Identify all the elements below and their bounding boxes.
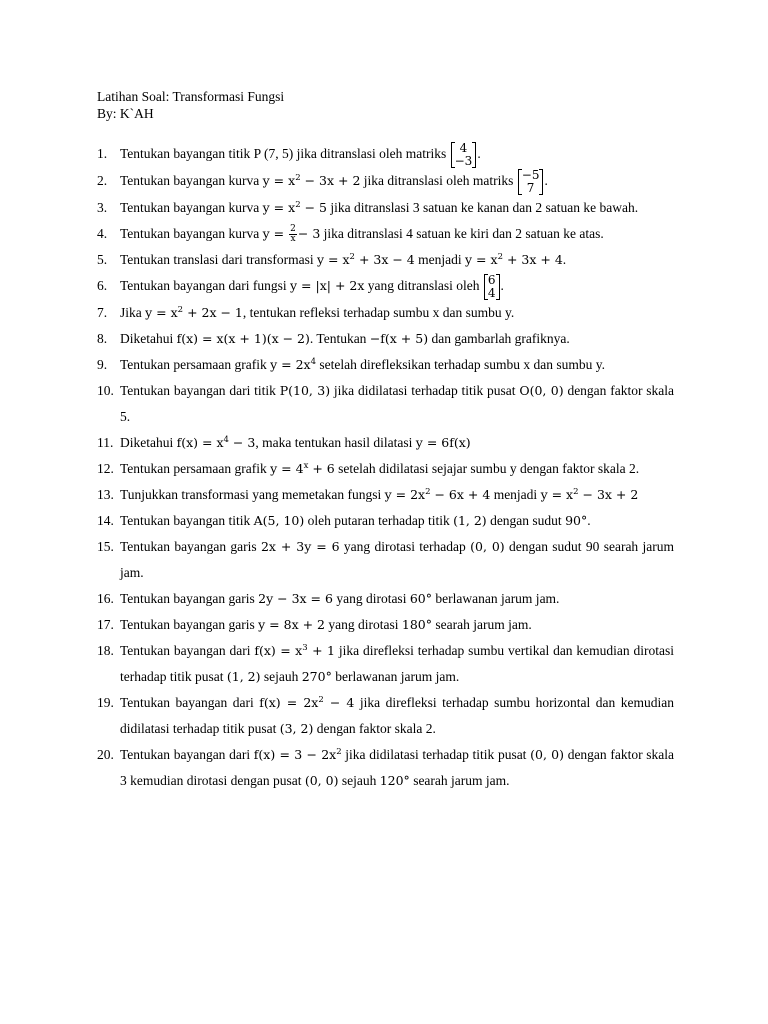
- question-19: 19. Tentukan bayangan dari $f(x) = 2x^2 - 4$ jika direfleksi terhadap sumbu horizontal dan kemudian didilatasi terhadap titik pusat (3, 2) dengan faktor skala 2.: [97, 694, 675, 736]
- question-15: 15. Tentukan bayangan garis 2x + 3y = 6 yang dirotasi terhadap (0, 0) dengan sudut 90 searah jarum jam.: [97, 538, 675, 580]
- question-16: 16. Tentukan bayangan garis 2y − 3x = 6 yang dirotasi 60° berlawanan jarum jam.: [97, 590, 560, 606]
- translation-matrix: 4 −3: [451, 142, 477, 168]
- math-expression: f(x) = x(x + 1)(x − 2): [176, 330, 310, 346]
- math-expression: (0, 0): [470, 538, 505, 554]
- question-8: 8. Diketahui f(x) = x(x + 1)(x − 2). Tentukan −f(x + 5) dan gambarlah grafiknya.: [97, 330, 570, 346]
- math-expression: y = 6f(x): [415, 434, 471, 450]
- math-expression: (0, 0): [530, 746, 565, 762]
- document-header: [97, 88, 284, 122]
- question-20: 20. Tentukan bayangan dari $f(x) = 3 - 2x^2$ jika didilatasi terhadap titik pusat (0, 0) dengan faktor skala 3 kemudian dirotasi dengan pusat (0, 0) sejauh 120° searah jarum jam.: [97, 746, 674, 788]
- math-expression: y = |x| + 2x: [290, 277, 365, 293]
- math-expression: $y = 2x^4$: [270, 356, 317, 372]
- math-expression: $y = x^2 + 2x - 1$: [145, 304, 243, 320]
- math-expression: $f(x) = x^3 + 1$: [254, 642, 335, 658]
- question-6: 6. Tentukan bayangan dari fungsi y = |x| + 2x yang ditranslasi oleh 6 4 .: [97, 272, 504, 300]
- math-expression: $y = x^2 - 5$: [262, 199, 327, 215]
- math-expression: $f(x) = 2x^2 - 4$: [259, 694, 355, 710]
- question-1: 1. Tentukan bayangan titik P (7, 5) jika ditranslasi oleh matriks 4 −3 .: [97, 140, 481, 168]
- translation-matrix: 6 4: [484, 274, 500, 300]
- math-expression: 2x + 3y = 6: [260, 538, 340, 554]
- math-expression: $y = 2x^2 - 6x + 4$: [384, 486, 491, 502]
- math-expression: 60°: [409, 590, 432, 606]
- math-expression: y = 8x + 2: [258, 616, 325, 632]
- math-expression: $y = x^2 - 3x + 2$: [540, 486, 639, 502]
- math-expression: 270°: [301, 668, 332, 684]
- math-expression: 2y − 3x = 6: [258, 590, 333, 606]
- math-expression: 180°: [401, 616, 432, 632]
- math-expression: (0, 0): [304, 772, 339, 788]
- math-expression: 90°: [565, 512, 588, 528]
- question-13: 13. Tunjukkan transformasi yang memetakan fungsi $y = 2x^2 - 6x + 4$ menjadi $y = x^2 - 3x + 2$: [97, 486, 639, 502]
- math-expression: P(10, 3): [279, 382, 331, 398]
- math-expression: $y = x^2 - 3x + 2$: [262, 172, 361, 188]
- document-author: By: K`AH: [97, 106, 154, 121]
- math-expression: −f(x + 5): [369, 330, 429, 346]
- question-17: 17. Tentukan bayangan garis y = 8x + 2 yang dirotasi 180° searah jarum jam.: [97, 616, 532, 632]
- math-expression: $f(x) = x^4 - 3$: [176, 434, 256, 450]
- question-14: 14. Tentukan bayangan titik A(5, 10) oleh putaran terhadap titik (1, 2) dengan sudut 90°.: [97, 512, 591, 528]
- math-expression: O(0, 0): [519, 382, 564, 398]
- question-11: 11. Diketahui $f(x) = x^4 - 3$, maka tentukan hasil dilatasi y = 6f(x): [97, 434, 471, 450]
- math-expression: (1, 2): [226, 668, 261, 684]
- math-expression: $y = x^2 + 3x - 4$: [317, 251, 415, 267]
- question-5: 5. Tentukan translasi dari transformasi $y = x^2 + 3x - 4$ menjadi $y = x^2 + 3x + 4$.: [97, 251, 567, 267]
- question-list: [97, 141, 674, 794]
- question-12: 12. Tentukan persamaan grafik $y = 4^x + 6$ setelah didilatasi sejajar sumbu y dengan faktor skala 2.: [97, 460, 640, 476]
- question-18: 18. Tentukan bayangan dari $f(x) = x^3 + 1$ jika direfleksi terhadap sumbu vertikal dan kemudian dirotasi terhadap titik pusat (1, 2) sejauh 270° berlawanan jarum jam.: [97, 642, 675, 684]
- math-expression: (3, 2): [279, 720, 314, 736]
- math-expression: 120°: [379, 772, 410, 788]
- fraction: $\frac{2}{x}$: [290, 223, 296, 244]
- question-7: 7. Jika $y = x^2 + 2x - 1$, tentukan refleksi terhadap sumbu x dan sumbu y.: [97, 304, 515, 320]
- question-9: 9. Tentukan persamaan grafik $y = 2x^4$ setelah direfleksikan terhadap sumbu x dan sumbu y.: [97, 356, 605, 372]
- question-3: 3. Tentukan bayangan kurva $y = x^2 - 5$ jika ditranslasi 3 satuan ke kanan dan 2 satuan ke bawah.: [97, 199, 639, 215]
- math-expression: y = $\frac{2}{x}$ − 3: [262, 223, 321, 244]
- math-expression: $f(x) = 3 - 2x^2$: [253, 746, 342, 762]
- math-expression: (1, 2): [453, 512, 487, 528]
- question-2: 2. Tentukan bayangan kurva $y = x^2 - 3x + 2$ jika ditranslasi oleh matriks −5 7 .: [97, 167, 548, 195]
- document-title: Latihan Soal: Transformasi Fungsi: [97, 89, 285, 104]
- math-expression: $y = 4^x + 6$: [270, 460, 335, 476]
- translation-matrix: −5 7: [518, 169, 544, 195]
- question-10: 10. Tentukan bayangan dari titik P(10, 3) jika didilatasi terhadap titik pusat O(0, 0) dengan faktor skala 5.: [97, 382, 674, 424]
- math-expression: $y = x^2 + 3x + 4$: [465, 251, 563, 267]
- question-4: 4. Tentukan bayangan kurva y = $\frac{2}{x}$ − 3 jika ditranslasi 4 satuan ke kiri dan 2 satuan ke atas.: [97, 223, 604, 244]
- math-expression: A(5, 10): [253, 512, 305, 528]
